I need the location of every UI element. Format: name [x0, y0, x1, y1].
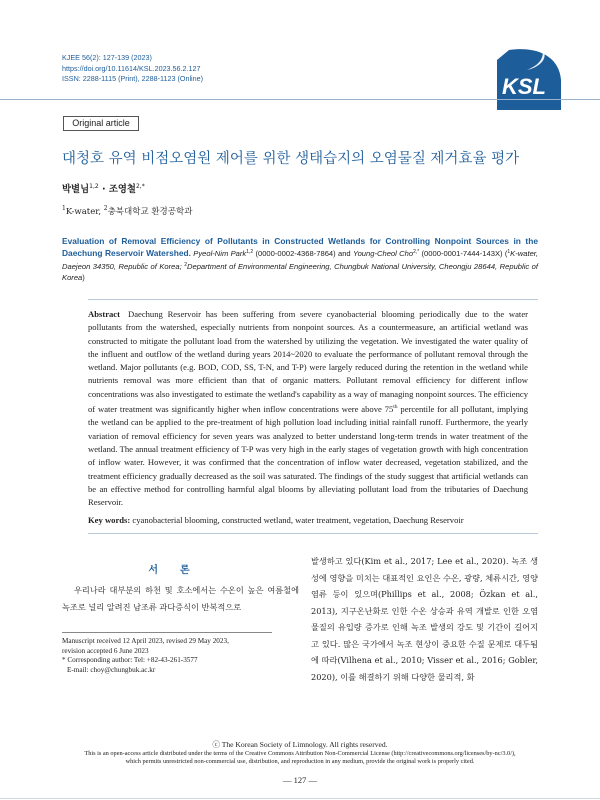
- aff-1-en-sup: 1: [507, 249, 511, 256]
- bottom-divider: [0, 798, 600, 799]
- journal-citation: KJEE 56(2): 127-139 (2023): [62, 53, 152, 62]
- journal-header: [62, 53, 203, 85]
- license-block: [60, 739, 540, 767]
- title-korean: 대청호 유역 비점오염원 제어를 위한 생태습지의 오염물질 제거효율 평가: [62, 151, 520, 167]
- author-1: 박별님: [62, 184, 90, 195]
- footnote-email[interactable]: E-mail: choy@chungbuk.ac.kr: [67, 665, 156, 674]
- aff-2-en: Department of Environmental Engineering, Chungbuk National University, Cheongju 28644, Republic of Korea: [62, 261, 538, 282]
- title-english: Evaluation of Removal Efficiency of Pollutants in Constructed Wetlands for Controlling Nonpoint Sources in the Daechung Reservoir Watershed.: [62, 236, 538, 259]
- keywords-bottom-rule: [88, 533, 538, 534]
- manuscript-footnote: [62, 637, 229, 675]
- aff-2: 충북대학교 환경공학과: [107, 207, 193, 217]
- logo-text: KSL: [502, 74, 546, 99]
- english-title-block: [62, 236, 538, 283]
- aff-1-sup: 1: [62, 205, 66, 212]
- intro-left-column: 우리나라 대부분의 하천 및 호소에서는 수온이 높은 여름철에 녹조로 널리 알려진 남조류 과다증식이 반복적으로: [62, 585, 299, 612]
- authors-korean: [62, 181, 145, 195]
- page-number: — 127 —: [283, 775, 317, 785]
- author-1-en-sup: 1,2: [246, 249, 254, 256]
- abstract-top-rule: [88, 299, 538, 300]
- author-1-en: Pyeol-Nim Park: [193, 249, 247, 259]
- copyright-line: ⓒ The Korean Society of Limnology. All rights reserved.: [212, 740, 388, 749]
- aff-close: ): [82, 272, 85, 282]
- author-separator: ·: [98, 184, 109, 195]
- license-line-2: which permits unrestricted non-commercial use, distribution, and reproduction in any medium, provide the original work is properly cited.: [125, 758, 475, 766]
- aff-2-en-sup: 2: [184, 261, 187, 268]
- issn: ISSN: 2288-1115 (Print), 2288-1123 (Online): [62, 74, 204, 83]
- doi-link[interactable]: https://doi.org/10.11614/KSL.2023.56.2.127: [62, 63, 201, 73]
- orcid-1: (0000-0002-4368-7864) and: [253, 249, 353, 259]
- aff-2-sup: 2: [103, 205, 108, 212]
- ksl-logo: [497, 46, 561, 110]
- footnote-rule: [62, 632, 272, 633]
- intro-right-column: 발생하고 있다(Kim et al., 2017; Lee et al., 2020). 녹조 생성에 영향을 미치는 대표적인 요인은 수온, 광량, 체류시간, 영양염류 등이 있으며(Phillips et al., 2008; Özkan et al., 2013), 지구온난화로 인한 수온 상승과 유역 개발로 인한 오염물질의 유입량 증가로 인해 녹조 발생의 강도 및 기간이 길어지고 있다. 많은 국가에서 녹조 현상이 중요한 수질 문제로 대두됨에 따라(Vilhena et al., 2010; Visser et al., 2016; Gobler, 2020), 이를 해결하기 위해 다양한 물리적, 화: [311, 556, 538, 682]
- orcid-2: (0000-0001-7444-143X) (: [419, 249, 508, 259]
- author-2-en-sup: 2,*: [413, 249, 420, 256]
- header-divider: [0, 99, 600, 100]
- license-line-1: This is an open-access article distributed under the terms of the Creative Commons Attribution Non-Commercial License (http://creativecommons.org/licenses/by-nc/3.0/),: [84, 750, 516, 757]
- author-2: 조영철: [108, 184, 136, 195]
- footnote-received: Manuscript received 12 April 2023, revised 29 May 2023,: [62, 637, 229, 645]
- keywords-label: Key words:: [88, 515, 131, 525]
- abstract-text-b: percentile for all pollutant, implying the wetland can be applied to the pre-treatment of high pollution load including initial rainfall runoff. Furthermore, the yearly variation of removal efficiency for seven years was analyzed to better understand long-term trends in water treatment of the wetland. The annual treatment efficiency of T-P was very high in the early stages of vegetation growth with high concentration of inflow water. However, it was confirmed that the concentration of inflow water decreased, vegetation stabilized, and the treatment efficiency gradually decreased as the soil was saturated. The findings of the study suggest that artificial wetlands can be an effective method for controlling harmful algal blooms by alleviating pollutant load from the tributaries of Daechung Reservoir.: [88, 404, 529, 508]
- affiliation-korean: [62, 205, 192, 217]
- article-type-badge: Original article: [63, 116, 139, 131]
- abstract-sup: th: [393, 404, 398, 411]
- abstract: [88, 308, 528, 509]
- abstract-label: Abstract: [88, 309, 120, 319]
- keywords: [88, 514, 528, 526]
- aff-1-en: K-water, Daejeon 34350, Republic of Korea;: [62, 249, 539, 271]
- author-2-en: Young-Cheol Cho: [352, 249, 414, 259]
- keywords-text: cyanobacterial blooming, constructed wetland, water treatment, vegetation, Daechung Reservoir: [130, 515, 464, 525]
- aff-1: K-water,: [65, 207, 104, 217]
- section-heading-intro: 서론: [148, 565, 212, 576]
- author-1-sup: 1,2: [89, 183, 99, 190]
- footnote-accepted: revision accepted 6 June 2023: [62, 646, 149, 655]
- footnote-corresponding: * Corresponding author: Tel: +82-43-261-3577: [62, 656, 198, 665]
- author-2-sup: 2,*: [135, 183, 145, 190]
- abstract-text-a: Daechung Reservoir has been suffering from severe cyanobacterial blooming periodically due to the water pollutants from the watershed, especially nutrients from nonpoint sources. As a countermeasure, an artificial wetland was constructed to mitigate the pollutant load from the watershed by utilizing the vegetation. We investigated the water quality of the influent and outflow of the wetland during years 2014~2020 to evaluate the performance of pollutant removal through the wetland. Major pollutants (e.g. BOD, COD, SS, T-N, and T-P) were largely reduced during the retention in the wetland while nutrients removal was more efficient than that of organic matters. Pollutant removal efficiency for different inflow concentrations was also investigated to estimate the wetland's capability as a way of managing nonpoint sources. The efficiency of water treatment was significantly higher when inflow concentrations were above 75: [88, 309, 528, 415]
